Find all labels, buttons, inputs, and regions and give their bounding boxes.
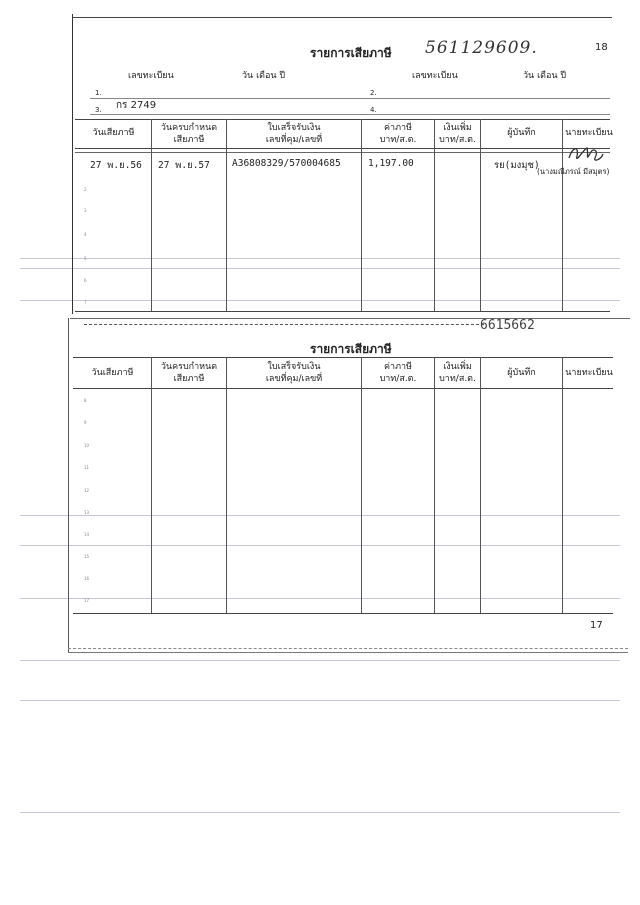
sheet2-left-border <box>68 318 69 653</box>
reg-label-left: เลขทะเบียน <box>128 71 174 81</box>
row-number: 16 <box>84 576 90 581</box>
row-number: 10 <box>84 443 90 448</box>
date-label-left: วัน เดือน ปี <box>242 71 286 81</box>
col-recorder: ผู้บันทึก <box>507 368 536 378</box>
entry-recorder: รย(มงมุช) <box>494 160 540 171</box>
row-number: 7 <box>84 300 87 305</box>
scan-stripe <box>20 258 620 259</box>
col-registrar: นายทะเบียน <box>565 128 613 138</box>
col-registrar: นายทะเบียน <box>565 368 613 378</box>
col-surcharge-b: บาท/ส.ต. <box>439 374 476 384</box>
table1-col-sep <box>434 119 435 311</box>
table2-col-sep <box>361 357 362 613</box>
scan-stripe <box>20 660 620 661</box>
row-number: 11 <box>84 465 90 470</box>
table1-col-sep <box>226 119 227 311</box>
table2-col-sep <box>434 357 435 613</box>
table1-header-bottom2 <box>75 152 610 153</box>
col-tax-a: ค่าภาษี <box>384 362 412 372</box>
section1-title: รายการเสียภาษี <box>310 46 392 60</box>
row-number: 17 <box>84 598 90 603</box>
col-tax-date: วันเสียภาษี <box>92 128 135 138</box>
row-number: 6 <box>84 278 87 283</box>
scan-stripe <box>20 268 620 269</box>
col-receipt-a: ใบเสร็จรับเงิน <box>267 362 321 372</box>
date-label-right: วัน เดือน ปี <box>523 71 567 81</box>
table1-top <box>75 119 610 120</box>
col-receipt-b: เลขที่คุม/เลขที่ <box>265 135 323 145</box>
col-receipt-b: เลขที่คุม/เลขที่ <box>265 374 323 384</box>
row-number: 12 <box>84 488 90 493</box>
table2-header-bottom <box>73 388 613 389</box>
bleed-dashes <box>84 324 484 325</box>
row-number: 8 <box>84 398 87 403</box>
table2-col-sep <box>562 357 563 613</box>
table2-top <box>73 357 613 358</box>
col-tax-b: บาท/ส.ต. <box>379 374 417 384</box>
line-4-label: 4. <box>370 106 377 114</box>
page-left-border <box>72 14 73 314</box>
table2-bottom <box>73 613 613 614</box>
scan-stripe <box>20 598 620 599</box>
page-number-bottom: 17 <box>590 620 603 631</box>
col-recorder: ผู้บันทึก <box>507 128 536 138</box>
table1-col-sep <box>151 119 152 311</box>
table2-col-sep <box>226 357 227 613</box>
entry-receipt: A36808329/570004685 <box>232 158 341 169</box>
registrar-name: (นางมณีภรณ์ มีสมุตร) <box>537 167 610 176</box>
scan-stripe <box>20 812 620 813</box>
col-due-date-a: วันครบกำหนด <box>160 123 218 133</box>
section2-title: รายการเสียภาษี <box>310 342 392 356</box>
entry-due-date: 27 พ.ย.57 <box>158 160 210 171</box>
line-2-label: 2. <box>370 89 377 97</box>
col-surcharge-b: บาท/ส.ต. <box>439 135 476 145</box>
row-number: 9 <box>84 420 87 425</box>
scan-stripe <box>20 545 620 546</box>
handwritten-number: 561129609. <box>425 38 538 58</box>
sheet-edge <box>70 318 630 319</box>
col-due-date-b: เสียภาษี <box>173 374 205 384</box>
sheet2-bottom-border <box>68 652 628 653</box>
col-tax-date: วันเสียภาษี <box>91 368 134 378</box>
table1-col-sep <box>562 119 563 311</box>
row-number: 14 <box>84 532 90 537</box>
scan-stripe <box>20 515 620 516</box>
row-number: 4 <box>84 232 87 237</box>
bleed-number: 6615662 <box>480 318 535 333</box>
row-number: 5 <box>84 256 87 261</box>
scan-stripe <box>20 300 620 301</box>
row-number: 15 <box>84 554 90 559</box>
line-1-label: 1. <box>95 89 102 97</box>
line-3-label: 3. <box>95 106 102 114</box>
col-due-date-a: วันครบกำหนด <box>160 362 218 372</box>
plate-number: กร 2749 <box>116 100 157 111</box>
table2-col-sep <box>480 357 481 613</box>
scan-stripe <box>20 700 620 701</box>
col-surcharge-a: เงินเพิ่ม <box>443 362 472 372</box>
table2-col-sep <box>151 357 152 613</box>
col-receipt-a: ใบเสร็จรับเงิน <box>267 123 321 133</box>
entry-tax-date: 27 พ.ย.56 <box>90 160 142 171</box>
table1-col-sep <box>480 119 481 311</box>
sheet2-bottom-edge <box>68 648 628 649</box>
table1-bottom <box>75 311 610 312</box>
page-number-top: 18 <box>595 42 608 53</box>
entry-tax: 1,197.00 <box>368 158 414 169</box>
table1-header-bottom <box>75 148 610 149</box>
page-top-border <box>72 17 612 18</box>
row-number: 3 <box>84 208 87 213</box>
col-surcharge-a: เงินเพิ่ม <box>443 123 472 133</box>
reg-line-2 <box>90 114 610 115</box>
col-tax-b: บาท/ส.ต. <box>379 135 417 145</box>
reg-label-right: เลขทะเบียน <box>412 71 458 81</box>
reg-line-1 <box>90 98 610 99</box>
row-number: 13 <box>84 510 90 515</box>
col-due-date-b: เสียภาษี <box>173 135 205 145</box>
table1-col-sep <box>361 119 362 311</box>
row-number: 2 <box>84 187 87 192</box>
col-tax-a: ค่าภาษี <box>384 123 412 133</box>
